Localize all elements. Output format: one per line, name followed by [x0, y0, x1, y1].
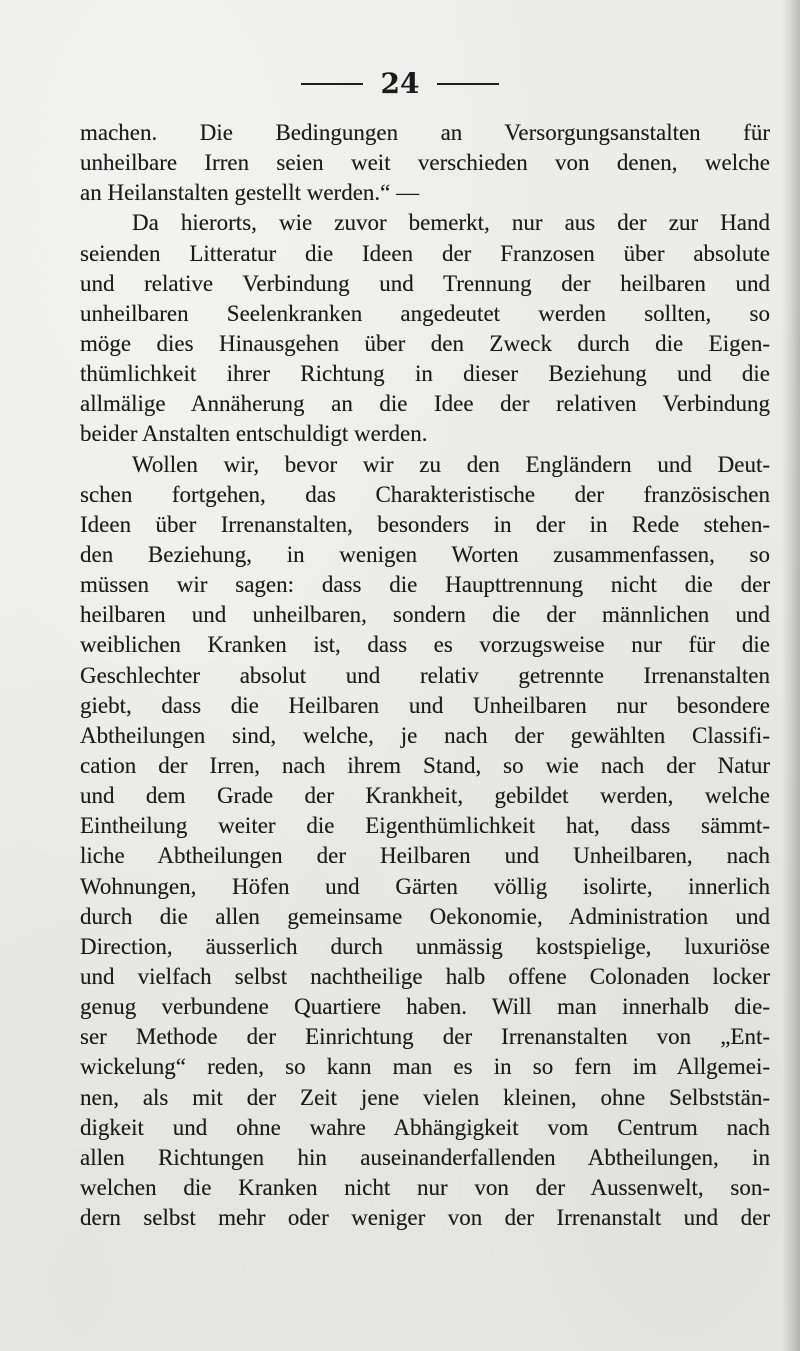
text-line: Da hierorts, wie zuvor bemerkt, nur aus der zur Hand — [132, 210, 770, 236]
body-text — [80, 118, 770, 1233]
text-line: heilbaren und unheilbaren, sondern die der männlichen und — [80, 602, 770, 628]
text-line: allen Richtungen hin auseinanderfallenden Abtheilungen, in — [80, 1144, 770, 1170]
text-line: digkeit und ohne wahre Abhängigkeit vom Centrum nach — [80, 1114, 770, 1140]
text-line: giebt, dass die Heilbaren und Unheilbaren nur besondere — [80, 692, 770, 718]
text-line: ser Methode der Einrichtung der Irrenanstalten von „Ent- — [80, 1024, 770, 1050]
text-line: Wollen wir, bevor wir zu den Engländern und Deut- — [132, 451, 770, 477]
text-line: unheilbaren Seelenkranken angedeutet werden sollten, so — [80, 300, 770, 326]
text-line: dern selbst mehr oder weniger von der Irrenanstalt und der — [80, 1205, 770, 1231]
text-line: unheilbare Irren seien weit verschieden von denen, welche — [80, 150, 770, 176]
text-line: durch die allen gemeinsame Oekonomie, Administration und — [80, 903, 770, 929]
text-line: seienden Litteratur die Ideen der Franzosen über absolute — [80, 240, 770, 266]
text-line: allmälige Annäherung an die Idee der relativen Verbindung — [80, 391, 770, 417]
text-line: thümlichkeit ihrer Richtung in dieser Beziehung und die — [80, 361, 770, 387]
text-line: beider Anstalten entschuldigt werden. — [80, 421, 428, 447]
text-line: Ideen über Irrenanstalten, besonders in der in Rede stehen- — [80, 511, 770, 537]
page-header — [0, 62, 800, 106]
text-line: genug verbundene Quartiere haben. Will man innerhalb die- — [80, 994, 770, 1020]
header-rule-right — [437, 83, 499, 85]
header-rule-left — [301, 83, 363, 85]
text-line: cation der Irren, nach ihrem Stand, so wie nach der Natur — [80, 752, 770, 778]
text-line: möge dies Hinausgehen über den Zweck durch die Eigen- — [80, 330, 770, 356]
text-line: müssen wir sagen: dass die Haupttrennung nicht die der — [80, 572, 770, 598]
text-line: machen. Die Bedingungen an Versorgungsanstalten für — [80, 120, 770, 145]
text-line: den Beziehung, in wenigen Worten zusammenfassen, so — [80, 541, 770, 567]
text-line: welchen die Kranken nicht nur von der Aussenwelt, son- — [80, 1174, 770, 1200]
text-line: an Heilanstalten gestellt werden.“ — — [80, 180, 420, 206]
text-line: und dem Grade der Krankheit, gebildet werden, welche — [80, 783, 770, 809]
text-line: liche Abtheilungen der Heilbaren und Unheilbaren, nach — [80, 843, 770, 869]
page-number: 24 — [380, 67, 420, 100]
page-edge-shadow — [782, 0, 800, 1351]
text-line: nen, als mit der Zeit jene vielen kleinen, ohne Selbststän- — [80, 1084, 770, 1110]
text-line: Abtheilungen sind, welche, je nach der gewählten Classifi- — [80, 722, 770, 748]
text-line: weiblichen Kranken ist, dass es vorzugsweise nur für die — [80, 632, 770, 658]
text-line: und relative Verbindung und Trennung der heilbaren und — [80, 270, 770, 296]
text-line: Direction, äusserlich durch unmässig kostspielige, luxuriöse — [80, 933, 770, 959]
text-line: Wohnungen, Höfen und Gärten völlig isolirte, innerlich — [80, 873, 770, 899]
text-line: Eintheilung weiter die Eigenthümlichkeit hat, dass sämmt- — [80, 813, 770, 839]
text-line: Geschlechter absolut und relativ getrennte Irrenanstalten — [80, 662, 770, 688]
text-line: schen fortgehen, das Charakteristische der französischen — [80, 481, 770, 507]
text-line: wickelung“ reden, so kann man es in so fern im Allgemei- — [80, 1054, 770, 1080]
text-line: und vielfach selbst nachtheilige halb offene Colonaden locker — [80, 963, 770, 989]
